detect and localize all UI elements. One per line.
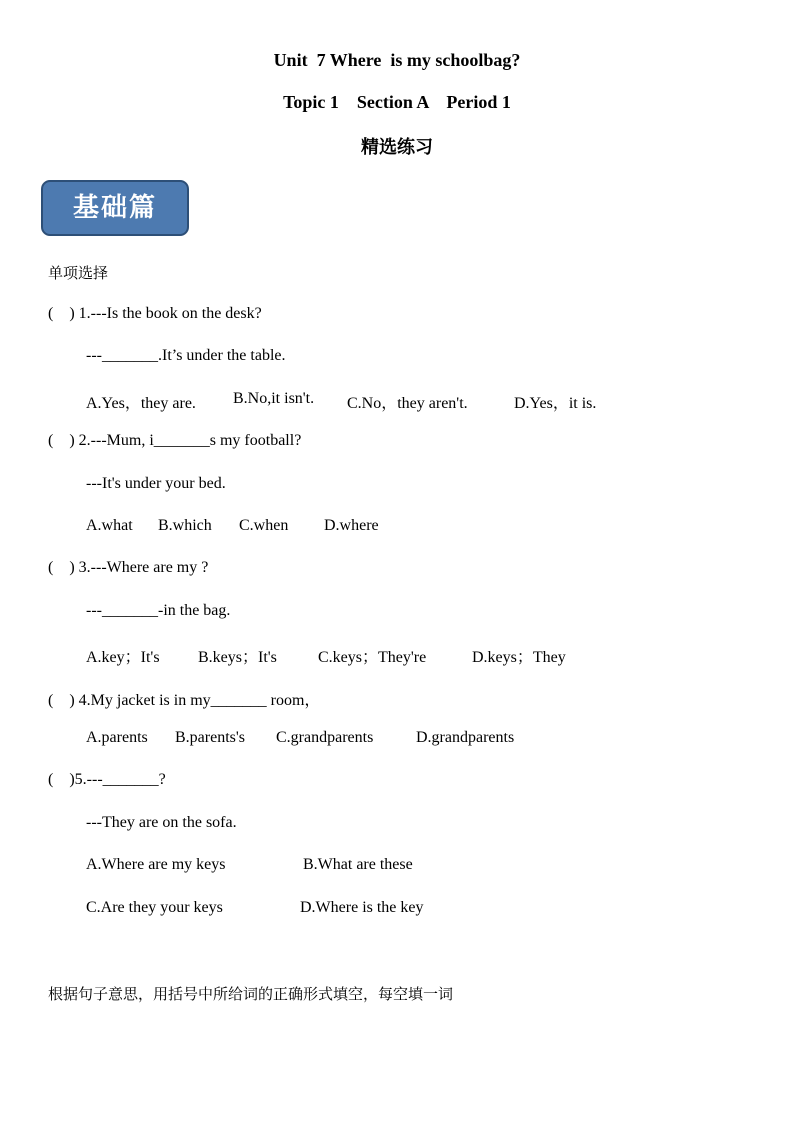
question-3-option-d: D.keys；They [472,649,566,666]
question-1-option-b: B.No,it isn't. [233,390,315,407]
question-5-option-d: D.Where is the key [300,899,424,916]
question-1-stem: ( ) 1.---Is the book on the desk? [48,305,262,322]
question-4-option-a: A.parents [86,729,148,746]
question-2-option-c: C.when [239,517,289,534]
question-3-option-b: B.keys；It's [198,649,277,666]
question-4-option-b: B.parents's [175,729,245,746]
question-5-stem: ( )5.---_______? [48,771,166,788]
document-caption: 精选练习 [361,137,433,158]
question-1-option-c: C.No，they aren't. [347,395,468,412]
question-2-option-d: D.where [324,517,379,534]
document-title: Unit 7 Where is my schoolbag? [273,50,521,70]
question-1-option-d: D.Yes，it is. [514,395,597,412]
question-5-answer-line: ---They are on the sofa. [86,814,237,831]
document-subtitle: Topic 1 Section A Period 1 [283,92,511,112]
question-2-answer-line: ---It's under your bed. [86,475,226,492]
question-3-option-c: C.keys；They're [318,649,427,666]
question-1-option-a: A.Yes，they are. [86,395,196,412]
question-5-option-b: B.What are these [303,856,413,873]
question-1-answer-line: ---_______.It’s under the table. [86,347,286,364]
question-2-option-b: B.which [158,517,212,534]
question-3-stem: ( ) 3.---Where are my ? [48,559,209,576]
question-2-stem: ( ) 2.---Mum, i_______s my football? [48,432,302,449]
question-5-option-a: A.Where are my keys [86,856,226,873]
question-4-option-d: D.grandparents [416,729,515,746]
question-4-option-c: C.grandparents [276,729,374,746]
question-3-option-a: A.key；It's [86,649,160,666]
question-4-stem: ( ) 4.My jacket is in my_______ room， [48,692,321,709]
section-badge: 基础篇 [41,180,189,236]
question-5-option-c: C.Are they your keys [86,899,223,916]
section-heading-fill-in: 根据句子意思，用括号中所给词的正确形式填空，每空填一词 [48,985,454,1003]
question-3-answer-line: ---_______-in the bag. [86,602,231,619]
question-2-option-a: A.what [86,517,133,534]
section-heading-multiple-choice: 单项选择 [48,264,109,282]
